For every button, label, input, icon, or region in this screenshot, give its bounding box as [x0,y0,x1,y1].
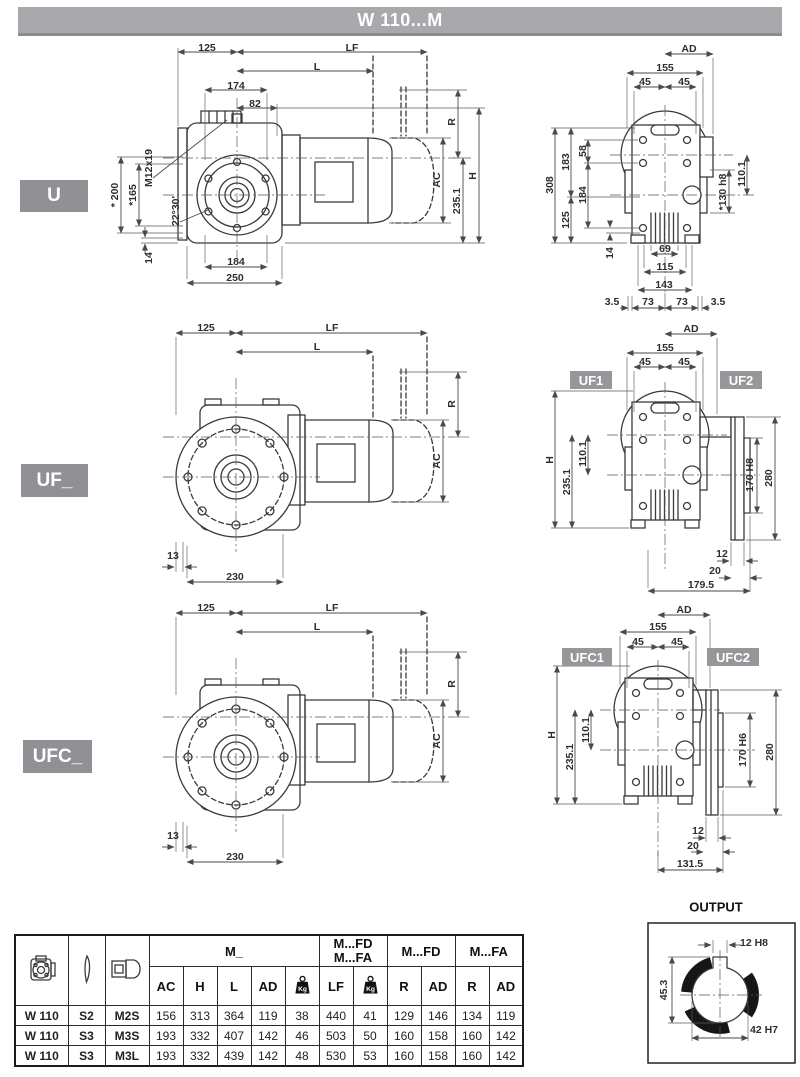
dim-label: L [313,341,321,353]
dim-label: *130 h8 [717,173,729,211]
col-header-r-fd: R [387,967,421,1006]
dim-label: 45 [678,76,690,88]
drawing-uf-side [105,320,495,600]
dim-label: 45 [632,636,644,648]
cell-motor: M3L [105,1046,149,1067]
dim-label: 22°30' [170,195,182,227]
cell-lf: 503 [319,1026,353,1046]
badge-ufc: UFC_ [23,740,92,773]
dim-label: * 200 [109,182,121,208]
motor-column-header [105,935,149,1006]
cell-kg2: 53 [353,1046,387,1067]
col-header-weight [285,967,319,1006]
dim-label: LF [325,322,339,334]
dim-label: AC [431,172,443,188]
dimension-table [14,934,524,1067]
badge-uf: UF_ [21,464,88,497]
dim-label: 73 [676,296,688,308]
cell-l: 407 [217,1026,251,1046]
gearbox-front-diagram [545,40,800,315]
dim-label: 12 H8 [739,937,769,949]
dim-label: LF [345,42,359,54]
cell-ad: 142 [251,1026,285,1046]
dim-label: 110.1 [580,717,592,743]
cell-r-fd: 160 [387,1046,421,1067]
col-header-lf: LF [319,967,353,1006]
dim-label: 308 [544,176,556,194]
cell-l: 364 [217,1006,251,1026]
drawing-u-side [105,40,495,315]
cell-ad-fa: 142 [489,1026,523,1046]
dim-label: 45 [671,636,683,648]
cell-ad-fd: 158 [421,1046,455,1067]
cell-h: 332 [183,1046,217,1067]
dim-label: H [544,456,556,464]
cell-stages: S3 [68,1026,105,1046]
group-header-mfd-mfa: M...FD M...FA [319,935,387,967]
dim-label: 179.5 [687,579,715,591]
cell-ac: 156 [149,1006,183,1026]
dim-label: 125 [197,602,215,614]
col-header-weight-fd-fa [353,967,387,1006]
col-header-r-fa: R [455,967,489,1006]
dim-label: 170 H6 [737,733,749,767]
cell-kg: 46 [285,1026,319,1046]
dim-label: 235.1 [564,743,576,771]
group-header-mfd: M...FD [387,935,455,967]
dim-label: AD [683,323,699,335]
badge-uf1: UF1 [570,371,612,389]
output-detail [640,895,798,1073]
cell-lf: 530 [319,1046,353,1067]
dim-label: 250 [226,272,244,284]
cell-r-fa: 160 [455,1026,489,1046]
table-row [15,1026,523,1046]
col-header-ad: AD [251,967,285,1006]
worm-shaft-column-header [68,935,105,1006]
weight-kg-icon [362,975,379,995]
dim-label: 73 [642,296,654,308]
dim-label: 280 [763,469,775,487]
cell-ac: 193 [149,1046,183,1067]
weight-kg-icon [294,975,311,995]
dim-label: 45.3 [658,979,670,1001]
cell-model: W 110 [15,1006,68,1026]
cell-motor: M3S [105,1026,149,1046]
dim-label: 280 [764,743,776,761]
col-header-ad-fd: AD [421,967,455,1006]
col-header-ac: AC [149,967,183,1006]
cell-ad: 142 [251,1046,285,1067]
dim-label: 42 H7 [749,1024,779,1036]
svg-text:Kg: Kg [365,985,375,993]
gearbox-column-header [15,935,68,1006]
dim-label: 125 [197,322,215,334]
dim-label: 82 [249,98,261,110]
dim-label: 12 [716,548,728,560]
dim-label: 45 [639,356,651,368]
dim-label: 45 [639,76,651,88]
dim-label: L [313,621,321,633]
dim-label: 155 [649,621,667,633]
dim-label: 184 [577,186,589,204]
cell-r-fd: 129 [387,1006,421,1026]
svg-text:Kg: Kg [297,985,307,993]
dim-label: 14 [604,247,616,259]
dim-label: 3.5 [710,296,726,308]
page-title: W 110...M [18,7,782,36]
cell-stages: S3 [68,1046,105,1067]
col-header-h: H [183,967,217,1006]
dim-label: 184 [227,256,245,268]
dim-label: M12x19 [143,149,155,187]
cell-ad: 119 [251,1006,285,1026]
drawing-uf-front [545,320,800,600]
dim-label: L [313,61,321,73]
dim-label: 69 [659,243,671,255]
group-header-m: M_ [149,935,319,967]
dim-label: R [446,400,458,408]
dim-label: 131.5 [676,858,704,870]
col-header-ad-fa: AD [489,967,523,1006]
cell-ad-fa: 119 [489,1006,523,1026]
dim-label: 170 H8 [744,458,756,492]
dim-label: 155 [656,342,674,354]
drawing-u-front [545,40,800,315]
cell-kg2: 41 [353,1006,387,1026]
cell-ad-fa: 142 [489,1046,523,1067]
dim-label: 174 [227,80,245,92]
dim-label: 235.1 [561,468,573,496]
dim-label: LF [325,602,339,614]
cell-kg2: 50 [353,1026,387,1046]
dim-label: *165 [127,184,139,206]
dim-label: 125 [198,42,216,54]
dim-label: 20 [687,840,699,852]
dim-label: 115 [656,261,674,273]
cell-motor: M2S [105,1006,149,1026]
cell-r-fa: 134 [455,1006,489,1026]
dim-label: 143 [655,279,673,291]
dim-label: 58 [577,145,589,157]
dim-label: 125 [560,211,572,229]
cell-h: 332 [183,1026,217,1046]
dim-label: 12 [692,825,704,837]
dim-label: 13 [167,550,179,562]
badge-uf2: UF2 [720,371,762,389]
dim-label: 13 [167,830,179,842]
cell-l: 439 [217,1046,251,1067]
dim-label: 110.1 [577,441,589,467]
dim-label: 230 [226,571,244,583]
dim-label: R [446,680,458,688]
dim-label: 45 [678,356,690,368]
drawing-ufc-side [105,600,495,880]
dim-label: 3.5 [604,296,620,308]
cell-ac: 193 [149,1026,183,1046]
dim-label: 110.1 [736,161,748,187]
motor-icon [110,957,144,981]
cell-ad-fd: 146 [421,1006,455,1026]
dim-label: AD [681,43,697,55]
worm-shaft-icon [80,954,94,984]
cell-r-fd: 160 [387,1026,421,1046]
badge-ufc2: UFC2 [707,648,759,666]
dim-label: H [467,172,479,180]
cell-kg: 38 [285,1006,319,1026]
table-row [15,1046,523,1067]
dim-label: 235.1 [451,187,463,215]
dim-label: 183 [560,153,572,171]
group-header-mfa: M...FA [455,935,523,967]
dim-label: 20 [709,565,721,577]
dim-label: AC [431,733,443,749]
badge-u: U [20,180,88,212]
cell-lf: 440 [319,1006,353,1026]
badge-ufc1: UFC1 [562,648,612,666]
dim-label: H [546,731,558,739]
cell-model: W 110 [15,1026,68,1046]
output-title: OUTPUT [689,899,743,915]
dim-label: AC [431,453,443,469]
dim-label: 230 [226,851,244,863]
dim-label: 14 [143,252,155,264]
drawing-ufc-front [545,600,800,885]
dim-label: AD [676,604,692,616]
cell-kg: 48 [285,1046,319,1067]
gearbox-icon [27,954,57,984]
dim-label: 155 [656,62,674,74]
cell-model: W 110 [15,1046,68,1067]
cell-ad-fd: 158 [421,1026,455,1046]
table-row [15,1006,523,1026]
cell-h: 313 [183,1006,217,1026]
cell-stages: S2 [68,1006,105,1026]
cell-r-fa: 160 [455,1046,489,1067]
dim-label: R [446,118,458,126]
col-header-l: L [217,967,251,1006]
